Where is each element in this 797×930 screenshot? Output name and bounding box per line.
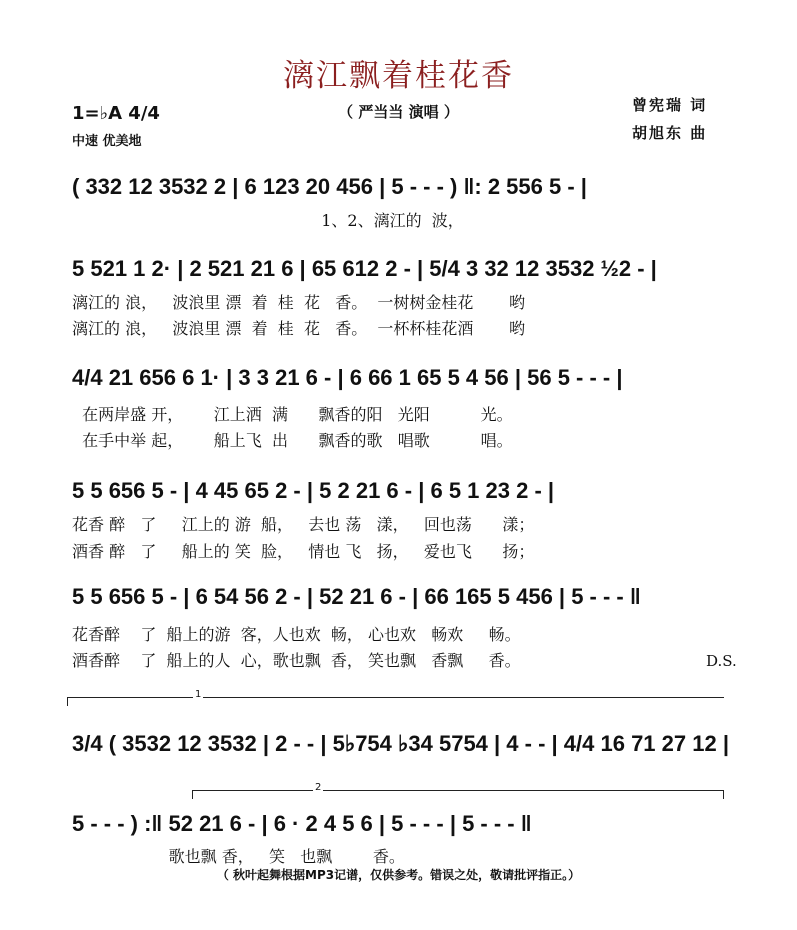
notation-line-1: ( 332 12 3532 2 | 6 123 20 456 | 5 - - - ) ‖: 2 556 5 - | <box>72 174 587 199</box>
tempo-marking: 中速 优美地 <box>72 134 142 149</box>
footnote: （ 秋叶起舞根据MP3记谱，仅供参考。错误之处，敬请批评指正。） <box>216 868 581 882</box>
lyric-line: 漓江的 浪， 波浪里 漂 着 桂 花 香。 一杯杯桂花酒 哟 <box>72 319 525 338</box>
dal-segno: D.S. <box>706 652 737 670</box>
notation-line-6: 3/4 ( 3532 12 3532 | 2 - - | 5♭754 ♭34 5754 | 4 - - | 4/4 16 71 27 12 | <box>72 731 729 756</box>
volta-number: 2 <box>315 782 322 793</box>
composer: 胡旭东 曲 <box>632 124 708 142</box>
notation-line-7: 5 - - - ) :‖ 52 21 6 - | 6 · 2 4 5 6 | 5 - - - | 5 - - - ‖ <box>72 811 532 836</box>
notation-line-2: 5 521 1 2· | 2 521 21 6 | 65 612 2 - | 5/4 3 32 12 3532 ½2 - | <box>72 256 657 281</box>
lyricist: 曾宪瑞 词 <box>632 96 708 114</box>
volta-bracket-1 <box>67 689 724 706</box>
lyric-line: 花香 醉 了 江上的 游 船， 去也 荡 漾， 回也荡 漾； <box>72 515 535 534</box>
lyric-line: 1、2、漓江的 波， <box>72 211 464 230</box>
key-signature: 1=♭A 4/4 <box>72 103 160 124</box>
lyric-line: 漓江的 浪， 波浪里 漂 着 桂 花 香。 一树树金桂花 哟 <box>72 293 525 312</box>
song-title: 漓江飘着桂花香 <box>283 58 514 94</box>
lyric-line: 歌也飘 香， 笑 也飘 香。 <box>72 847 405 866</box>
volta-bracket-2 <box>192 782 724 799</box>
notation-line-3: 4/4 21 656 6 1· | 3 3 21 6 - | 6 66 1 65 5 4 56 | 56 5 - - - | <box>72 365 623 390</box>
notation-line-5: 5 5 656 5 - | 6 54 56 2 - | 52 21 6 - | 66 165 5 456 | 5 - - - ‖ <box>72 584 641 609</box>
lyric-line: 酒香 醉 了 船上的 笑 脸， 情也 飞 扬， 爱也飞 扬； <box>72 542 535 561</box>
lyric-line: 在两岸盛 开， 江上洒 满 飘香的阳 光阳 光。 <box>72 405 513 424</box>
singer: （ 严当当 演唱 ） <box>338 103 459 121</box>
lyric-line: 酒香醉 了 船上的人 心，歌也飘 香， 笑也飘 香飘 香。 <box>72 651 521 670</box>
volta-number: 1 <box>195 689 202 700</box>
lyric-line: 花香醉 了 船上的游 客，人也欢 畅， 心也欢 畅欢 畅。 <box>72 625 521 644</box>
lyric-line: 在手中举 起， 船上飞 出 飘香的歌 唱歌 唱。 <box>72 431 513 450</box>
notation-line-4: 5 5 656 5 - | 4 45 65 2 - | 5 2 21 6 - | 6 5 1 23 2 - | <box>72 478 555 503</box>
